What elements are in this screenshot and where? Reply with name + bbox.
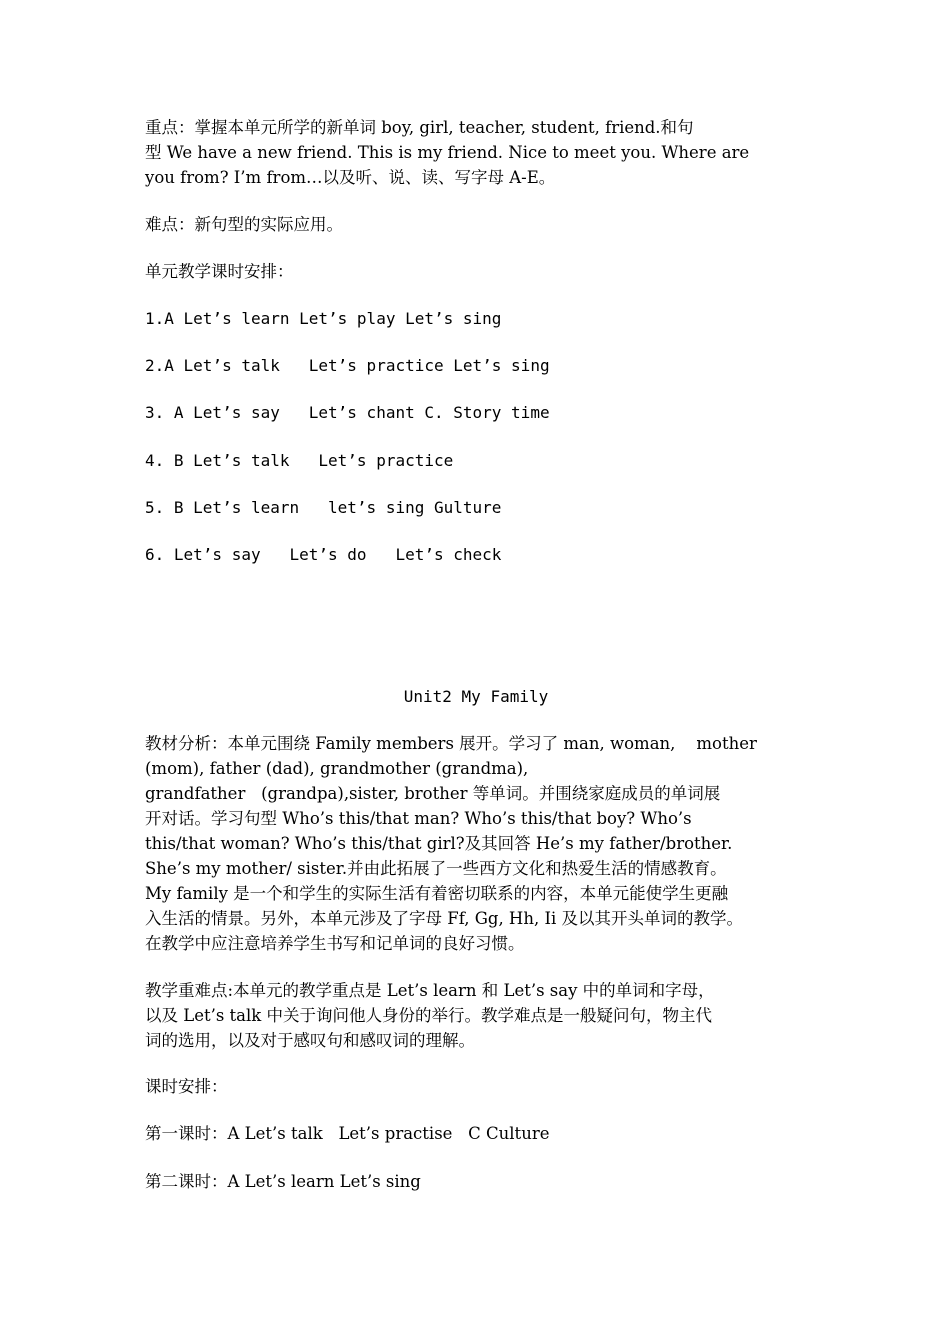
schedule-title — [145, 259, 807, 284]
schedule-item-text: 4. B Let’s talk Let’s practice — [145, 451, 454, 470]
lesson-schedule-title-text: 课时安排： — [145, 1077, 228, 1096]
analysis-line: (mom), father (dad), grandmother (grandma), — [145, 759, 529, 778]
schedule-item-text: 3. A Let’s say Let’s chant C. Story time — [145, 403, 550, 422]
analysis-line: 入生活的情景。另外，本单元涉及了字母 Ff, Gg, Hh, Ii 及以其开头单词的教学。 — [145, 909, 743, 928]
schedule-title-text: 单元教学课时安排： — [145, 262, 294, 281]
schedule-item-text: 1.A Let’s learn Let’s play Let’s sing — [145, 309, 502, 328]
schedule-item-text: 5. B Let’s learn let’s sing Gulture — [145, 498, 502, 517]
key-points-line: you from? I’m from…以及听、说、读、写字母 A-E。 — [145, 168, 556, 187]
key-points-line: 型 We have a new friend. This is my friend. Nice to meet you. Where are — [145, 143, 750, 162]
key-points-paragraph — [145, 115, 807, 190]
focus-line: 词的选用，以及对于感叹句和感叹词的理解。 — [145, 1031, 475, 1050]
schedule-item-1 — [145, 306, 807, 331]
analysis-line: My family 是一个和学生的实际生活有着密切联系的内容，本单元能使学生更融 — [145, 884, 729, 903]
unit2-title — [145, 684, 807, 709]
analysis-line: 教材分析：本单元围绕 Family members 展开。学习了 man, woman, mother — [145, 734, 757, 753]
analysis-line: this/that woman? Who’s this/that girl?及其回答 He’s my father/brother. — [145, 834, 733, 853]
key-points-line: 重点：掌握本单元所学的新单词 boy, girl, teacher, student, friend.和句 — [145, 118, 694, 137]
schedule-item-text: 6. Let’s say Let’s do Let’s check — [145, 545, 502, 564]
schedule-item-5 — [145, 495, 807, 520]
analysis-paragraph — [145, 731, 807, 956]
schedule-item-6 — [145, 542, 807, 567]
analysis-line: 在教学中应注意培养学生书写和记单词的良好习惯。 — [145, 934, 525, 953]
focus-line: 教学重难点:本单元的教学重点是 Let’s learn 和 Let’s say 中的单词和字母， — [145, 981, 715, 1000]
schedule-item-4 — [145, 448, 807, 473]
difficulty-text: 难点：新句型的实际应用。 — [145, 215, 343, 234]
lesson-schedule-title — [145, 1074, 807, 1099]
lesson-item-text: 第一课时：A Let’s talk Let’s practise C Culture — [145, 1124, 550, 1143]
schedule-item-3 — [145, 400, 807, 425]
focus-paragraph — [145, 978, 807, 1053]
schedule-item-2 — [145, 353, 807, 378]
focus-line: 以及 Let’s talk 中关于询问他人身份的举行。教学难点是一般疑问句，物主代 — [145, 1006, 713, 1025]
unit2-title-text: Unit2 My Family — [403, 687, 549, 706]
difficulty-paragraph — [145, 212, 807, 237]
lesson-item-text: 第二课时：A Let’s learn Let’s sing — [145, 1172, 421, 1191]
analysis-line: She’s my mother/ sister.并由此拓展了一些西方文化和热爱生活的情感教育。 — [145, 859, 727, 878]
lesson-item-1 — [145, 1121, 807, 1146]
analysis-line: 开对话。学习句型 Who’s this/that man? Who’s this/that boy? Who’s — [145, 809, 692, 828]
analysis-line: grandfather (grandpa),sister, brother 等单词。并围绕家庭成员的单词展 — [145, 784, 721, 803]
schedule-item-text: 2.A Let’s talk Let’s practice Let’s sing — [145, 356, 550, 375]
lesson-item-2 — [145, 1169, 807, 1194]
